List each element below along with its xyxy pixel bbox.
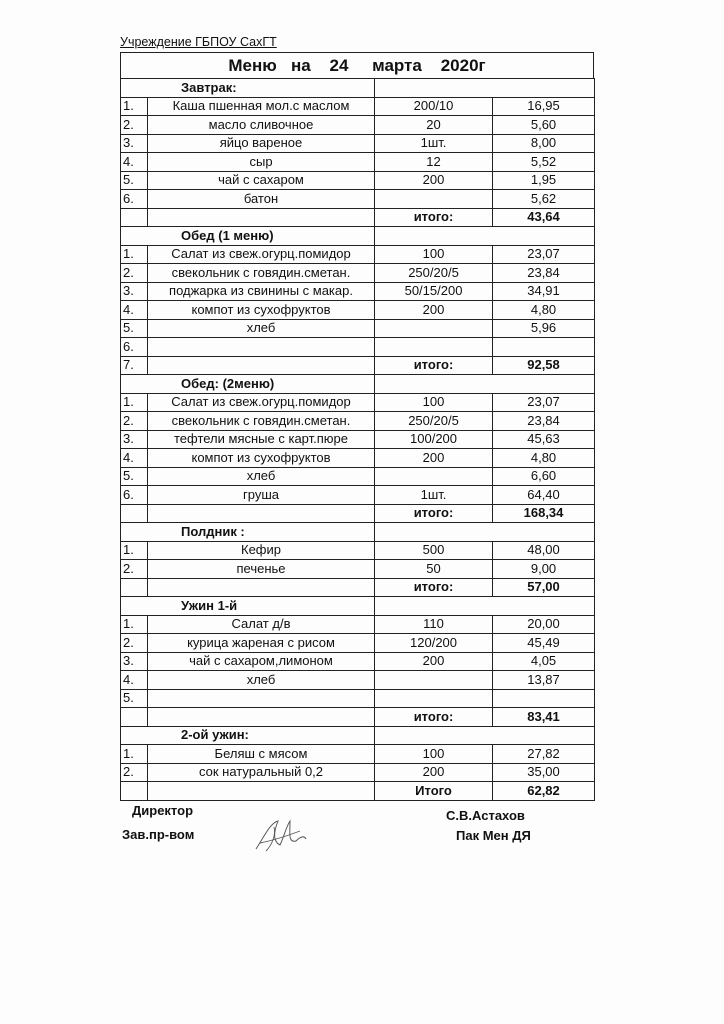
- total-row-number: [121, 504, 148, 523]
- item-name: чай с сахаром: [148, 171, 375, 190]
- menu-table: [120, 78, 595, 801]
- menu-item-row: [121, 430, 595, 449]
- item-number: 2.: [121, 116, 148, 135]
- section-total: 43,64: [493, 208, 595, 227]
- section-header-row: [121, 227, 595, 246]
- item-number: 2.: [121, 264, 148, 283]
- item-quantity: 200/10: [375, 97, 493, 116]
- section-total: 92,58: [493, 356, 595, 375]
- item-name: печенье: [148, 560, 375, 579]
- item-price: 48,00: [493, 541, 595, 560]
- total-row-number: 7.: [121, 356, 148, 375]
- menu-item-row: [121, 745, 595, 764]
- total-label: итого:: [375, 356, 493, 375]
- item-name: Салат из свеж.огурц.помидор: [148, 393, 375, 412]
- item-quantity: 12: [375, 153, 493, 172]
- item-price: 23,84: [493, 412, 595, 431]
- item-quantity: 200: [375, 449, 493, 468]
- section-price-cell: [493, 227, 595, 246]
- item-price: 8,00: [493, 134, 595, 153]
- item-number: 1.: [121, 393, 148, 412]
- item-quantity: 1шт.: [375, 134, 493, 153]
- total-label: итого:: [375, 708, 493, 727]
- item-name: поджарка из свинины с макар.: [148, 282, 375, 301]
- item-price: 13,87: [493, 671, 595, 690]
- item-quantity: 20: [375, 116, 493, 135]
- section-header-row: [121, 597, 595, 616]
- item-number: 5.: [121, 467, 148, 486]
- total-row-number: [121, 782, 148, 801]
- item-number: 1.: [121, 541, 148, 560]
- menu-table-body: [121, 79, 595, 801]
- menu-item-row: [121, 282, 595, 301]
- director-name: С.В.Астахов: [446, 808, 525, 823]
- item-price: 4,80: [493, 301, 595, 320]
- total-label: итого:: [375, 208, 493, 227]
- menu-item-row: [121, 190, 595, 209]
- menu-item-row: [121, 153, 595, 172]
- item-number: 3.: [121, 652, 148, 671]
- item-number: 1.: [121, 97, 148, 116]
- section-qty-cell: [375, 227, 493, 246]
- item-quantity: 50/15/200: [375, 282, 493, 301]
- item-price: 23,84: [493, 264, 595, 283]
- section-qty-cell: [375, 726, 493, 745]
- item-name: батон: [148, 190, 375, 209]
- item-number: 4.: [121, 449, 148, 468]
- item-name: Каша пшенная мол.с маслом: [148, 97, 375, 116]
- item-number: 1.: [121, 615, 148, 634]
- menu-item-row: [121, 449, 595, 468]
- item-price: 23,07: [493, 393, 595, 412]
- item-name: яйцо вареное: [148, 134, 375, 153]
- item-quantity: 200: [375, 171, 493, 190]
- item-price: [493, 338, 595, 357]
- item-price: [493, 689, 595, 708]
- section-title: Ужин 1-й: [121, 597, 375, 616]
- menu-item-row: [121, 412, 595, 431]
- item-number: 5.: [121, 689, 148, 708]
- item-name: хлеб: [148, 319, 375, 338]
- menu-item-row: [121, 763, 595, 782]
- section-price-cell: [493, 597, 595, 616]
- item-price: 6,60: [493, 467, 595, 486]
- total-row-number: [121, 708, 148, 727]
- section-title: Полдник :: [121, 523, 375, 542]
- item-name: сыр: [148, 153, 375, 172]
- total-row-number: [121, 578, 148, 597]
- section-price-cell: [493, 726, 595, 745]
- handwritten-signature: [250, 815, 310, 857]
- menu-item-row: [121, 541, 595, 560]
- section-total: 57,00: [493, 578, 595, 597]
- item-quantity: 100: [375, 245, 493, 264]
- item-number: 3.: [121, 134, 148, 153]
- item-quantity: 120/200: [375, 634, 493, 653]
- item-name: чай с сахаром,лимоном: [148, 652, 375, 671]
- item-quantity: 50: [375, 560, 493, 579]
- item-price: 45,63: [493, 430, 595, 449]
- item-quantity: 200: [375, 763, 493, 782]
- item-price: 34,91: [493, 282, 595, 301]
- menu-item-row: [121, 338, 595, 357]
- production-label: Зав.пр-вом: [122, 827, 195, 842]
- item-quantity: 200: [375, 652, 493, 671]
- menu-item-row: [121, 171, 595, 190]
- institution-line: Учреждение ГБПОУ СахГТ: [120, 35, 277, 49]
- section-total: 168,34: [493, 504, 595, 523]
- menu-item-row: [121, 245, 595, 264]
- item-number: 1.: [121, 245, 148, 264]
- total-row-empty: [148, 708, 375, 727]
- item-price: 64,40: [493, 486, 595, 505]
- item-price: 9,00: [493, 560, 595, 579]
- item-number: 2.: [121, 560, 148, 579]
- item-number: 5.: [121, 319, 148, 338]
- section-price-cell: [493, 375, 595, 394]
- menu-item-row: [121, 301, 595, 320]
- item-quantity: 110: [375, 615, 493, 634]
- item-price: 35,00: [493, 763, 595, 782]
- item-quantity: [375, 319, 493, 338]
- section-title: Завтрак:: [121, 79, 375, 98]
- total-row-empty: [148, 208, 375, 227]
- item-number: 2.: [121, 763, 148, 782]
- item-name: свекольник с говядин.сметан.: [148, 412, 375, 431]
- item-name: хлеб: [148, 467, 375, 486]
- item-number: 4.: [121, 671, 148, 690]
- item-name: Салат д/в: [148, 615, 375, 634]
- section-header-row: [121, 523, 595, 542]
- section-title: Обед: (2меню): [121, 375, 375, 394]
- item-number: 6.: [121, 486, 148, 505]
- item-price: 20,00: [493, 615, 595, 634]
- item-price: 4,80: [493, 449, 595, 468]
- item-quantity: 1шт.: [375, 486, 493, 505]
- total-row-empty: [148, 356, 375, 375]
- total-label: итого:: [375, 578, 493, 597]
- menu-item-row: [121, 560, 595, 579]
- section-qty-cell: [375, 597, 493, 616]
- section-price-cell: [493, 79, 595, 98]
- item-name: Кефир: [148, 541, 375, 560]
- menu-item-row: [121, 116, 595, 135]
- item-number: 3.: [121, 282, 148, 301]
- item-number: 6.: [121, 338, 148, 357]
- item-quantity: [375, 467, 493, 486]
- section-title: Обед (1 меню): [121, 227, 375, 246]
- section-qty-cell: [375, 523, 493, 542]
- section-header-row: [121, 79, 595, 98]
- menu-item-row: [121, 134, 595, 153]
- item-name: компот из сухофруктов: [148, 449, 375, 468]
- item-quantity: [375, 190, 493, 209]
- section-total-row: [121, 782, 595, 801]
- item-price: 23,07: [493, 245, 595, 264]
- item-name: [148, 338, 375, 357]
- total-row-empty: [148, 782, 375, 801]
- item-price: 1,95: [493, 171, 595, 190]
- item-name: Беляш с мясом: [148, 745, 375, 764]
- item-number: 4.: [121, 301, 148, 320]
- item-quantity: 100: [375, 393, 493, 412]
- total-label: итого:: [375, 504, 493, 523]
- item-name: компот из сухофруктов: [148, 301, 375, 320]
- item-name: Салат из свеж.огурц.помидор: [148, 245, 375, 264]
- item-number: 4.: [121, 153, 148, 172]
- item-number: 2.: [121, 634, 148, 653]
- menu-item-row: [121, 486, 595, 505]
- item-name: груша: [148, 486, 375, 505]
- menu-title: Меню на 24 марта 2020г: [120, 52, 594, 79]
- item-price: 5,62: [493, 190, 595, 209]
- item-name: тефтели мясные с карт.пюре: [148, 430, 375, 449]
- section-header-row: [121, 375, 595, 394]
- menu-item-row: [121, 467, 595, 486]
- section-qty-cell: [375, 79, 493, 98]
- menu-item-row: [121, 689, 595, 708]
- total-row-empty: [148, 504, 375, 523]
- menu-item-row: [121, 615, 595, 634]
- section-header-row: [121, 726, 595, 745]
- production-name: Пак Мен ДЯ: [456, 828, 531, 843]
- total-row-number: [121, 208, 148, 227]
- menu-item-row: [121, 393, 595, 412]
- item-number: 5.: [121, 171, 148, 190]
- item-quantity: 200: [375, 301, 493, 320]
- item-number: 1.: [121, 745, 148, 764]
- item-name: хлеб: [148, 671, 375, 690]
- item-name: [148, 689, 375, 708]
- item-quantity: 250/20/5: [375, 412, 493, 431]
- total-row-empty: [148, 578, 375, 597]
- menu-item-row: [121, 97, 595, 116]
- item-price: 5,52: [493, 153, 595, 172]
- section-total-row: [121, 708, 595, 727]
- item-number: 3.: [121, 430, 148, 449]
- section-total-row: [121, 356, 595, 375]
- section-total: 83,41: [493, 708, 595, 727]
- item-price: 16,95: [493, 97, 595, 116]
- item-name: масло сливочное: [148, 116, 375, 135]
- section-total: 62,82: [493, 782, 595, 801]
- menu-item-row: [121, 652, 595, 671]
- item-price: 45,49: [493, 634, 595, 653]
- item-price: 27,82: [493, 745, 595, 764]
- menu-item-row: [121, 264, 595, 283]
- item-quantity: [375, 671, 493, 690]
- item-price: 5,96: [493, 319, 595, 338]
- item-price: 5,60: [493, 116, 595, 135]
- item-name: сок натуральный 0,2: [148, 763, 375, 782]
- item-name: свекольник с говядин.сметан.: [148, 264, 375, 283]
- menu-item-row: [121, 634, 595, 653]
- item-name: курица жареная с рисом: [148, 634, 375, 653]
- menu-item-row: [121, 319, 595, 338]
- item-number: 2.: [121, 412, 148, 431]
- item-price: 4,05: [493, 652, 595, 671]
- section-total-row: [121, 208, 595, 227]
- item-quantity: 500: [375, 541, 493, 560]
- section-qty-cell: [375, 375, 493, 394]
- director-label: Директор: [132, 803, 194, 818]
- section-price-cell: [493, 523, 595, 542]
- item-quantity: [375, 689, 493, 708]
- total-label: Итого: [375, 782, 493, 801]
- item-quantity: [375, 338, 493, 357]
- item-quantity: 100: [375, 745, 493, 764]
- section-title: 2-ой ужин:: [121, 726, 375, 745]
- section-total-row: [121, 504, 595, 523]
- item-quantity: 100/200: [375, 430, 493, 449]
- menu-item-row: [121, 671, 595, 690]
- item-number: 6.: [121, 190, 148, 209]
- section-total-row: [121, 578, 595, 597]
- item-quantity: 250/20/5: [375, 264, 493, 283]
